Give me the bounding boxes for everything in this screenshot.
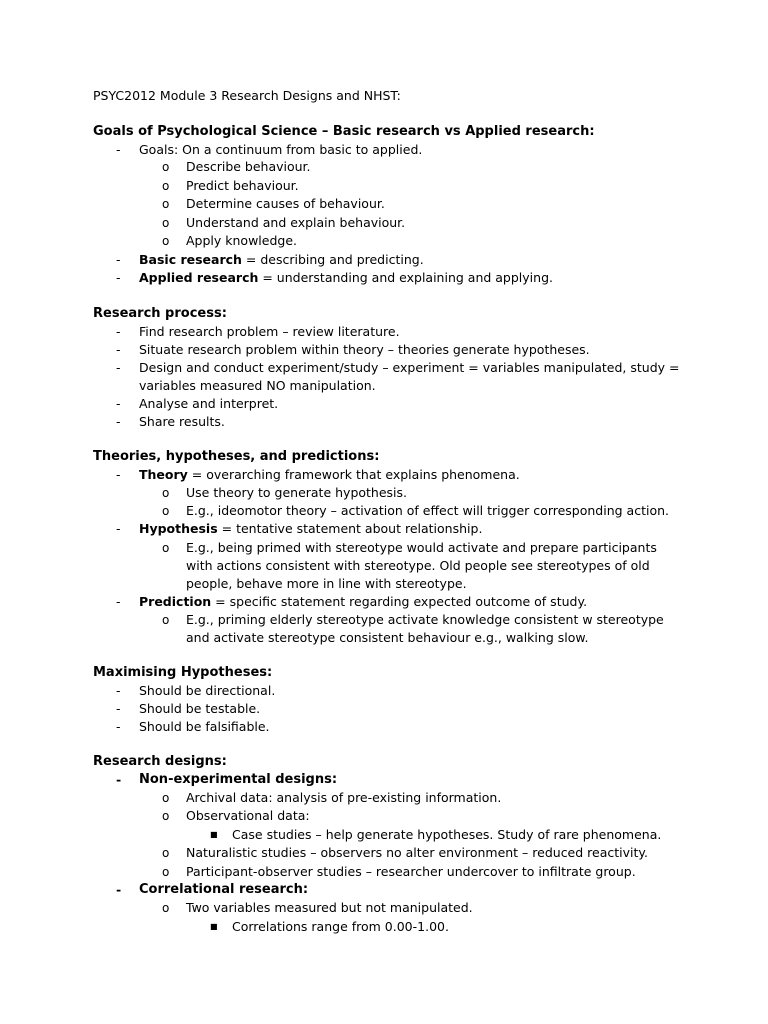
list-item: Situate research problem within theory – theories generate hypotheses. xyxy=(139,342,590,357)
document-title: PSYC2012 Module 3 Research Designs and NHST: xyxy=(93,88,401,103)
dash-bullet: - xyxy=(116,342,121,357)
prediction-def: = specific statement regarding expected outcome of study. xyxy=(211,594,588,609)
dash-bullet: - xyxy=(116,772,122,787)
list-item: Two variables measured but not manipulated. xyxy=(186,900,473,915)
list-item: Apply knowledge. xyxy=(186,233,297,248)
applied-research-term: Applied research xyxy=(139,270,259,285)
list-item: Share results. xyxy=(139,414,225,429)
circle-bullet: o xyxy=(162,846,170,860)
list-item: Analyse and interpret. xyxy=(139,396,279,411)
circle-bullet: o xyxy=(162,179,170,193)
list-item: Should be falsifiable. xyxy=(139,719,270,734)
dash-bullet: - xyxy=(116,594,121,609)
list-item: Case studies – help generate hypotheses. Study of rare phenomena. xyxy=(232,827,662,842)
list-item: Observational data: xyxy=(186,808,310,823)
prediction-term: Prediction xyxy=(139,594,212,609)
list-item: Participant-observer studies – researcher undercover to infiltrate group. xyxy=(186,864,636,879)
circle-bullet: o xyxy=(162,216,170,230)
dash-bullet: - xyxy=(116,701,121,716)
designs-heading: Research designs: xyxy=(93,754,227,769)
goals-intro: Goals: On a continuum from basic to applied. xyxy=(139,142,423,157)
dash-bullet: - xyxy=(116,270,121,285)
circle-bullet: o xyxy=(162,486,170,500)
list-item: Correlations range from 0.00-1.00. xyxy=(232,919,449,934)
square-bullet: ■ xyxy=(210,922,218,931)
list-item: Naturalistic studies – observers no alter environment – reduced reactivity. xyxy=(186,845,648,860)
dash-bullet: - xyxy=(116,521,121,536)
list-item: E.g., being primed with stereotype would activate and prepare participants xyxy=(186,540,657,555)
goals-heading: Goals of Psychological Science – Basic research vs Applied research: xyxy=(93,124,595,139)
hypothesis-def: = tentative statement about relationship. xyxy=(217,521,483,536)
dash-bullet: - xyxy=(116,252,121,267)
list-item: E.g., ideomotor theory – activation of effect will trigger corresponding action. xyxy=(186,503,669,518)
circle-bullet: o xyxy=(162,809,170,823)
list-item: Design and conduct experiment/study – experiment = variables manipulated, study = xyxy=(139,360,680,375)
hypothesis-line xyxy=(139,520,482,538)
list-item: Describe behaviour. xyxy=(186,159,311,174)
circle-bullet: o xyxy=(162,865,170,879)
list-item: Find research problem – review literature. xyxy=(139,324,400,339)
list-item-continuation: people, behave more in line with stereotype. xyxy=(186,576,467,591)
dash-bullet: - xyxy=(116,882,122,897)
theory-term: Theory xyxy=(139,467,188,482)
hypothesis-term: Hypothesis xyxy=(139,521,218,536)
circle-bullet: o xyxy=(162,160,170,174)
list-item-continuation: variables measured NO manipulation. xyxy=(139,378,376,393)
list-item: Predict behaviour. xyxy=(186,178,299,193)
square-bullet: ■ xyxy=(210,830,218,839)
list-item: E.g., priming elderly stereotype activate knowledge consistent w stereotype xyxy=(186,612,664,627)
dash-bullet: - xyxy=(116,414,121,429)
list-item: Determine causes of behaviour. xyxy=(186,196,385,211)
circle-bullet: o xyxy=(162,791,170,805)
circle-bullet: o xyxy=(162,197,170,211)
list-item-continuation: with actions consistent with stereotype. Old people see stereotypes of old xyxy=(186,558,650,573)
nonexp-heading: Non-experimental designs: xyxy=(139,772,338,787)
circle-bullet: o xyxy=(162,234,170,248)
dash-bullet: - xyxy=(116,683,121,698)
list-item-continuation: and activate stereotype consistent behaviour e.g., walking slow. xyxy=(186,630,589,645)
dash-bullet: - xyxy=(116,396,121,411)
circle-bullet: o xyxy=(162,541,170,555)
dash-bullet: - xyxy=(116,467,121,482)
theories-heading: Theories, hypotheses, and predictions: xyxy=(93,449,380,464)
dash-bullet: - xyxy=(116,360,121,375)
dash-bullet: - xyxy=(116,142,121,157)
prediction-line xyxy=(139,593,587,611)
basic-research-def: = describing and predicting. xyxy=(241,252,424,267)
list-item: Should be testable. xyxy=(139,701,261,716)
list-item: Understand and explain behaviour. xyxy=(186,215,406,230)
circle-bullet: o xyxy=(162,901,170,915)
list-item: Use theory to generate hypothesis. xyxy=(186,485,408,500)
circle-bullet: o xyxy=(162,504,170,518)
basic-research-line xyxy=(139,251,424,269)
correlational-heading: Correlational research: xyxy=(139,882,309,897)
theory-def: = overarching framework that explains phenomena. xyxy=(187,467,520,482)
maximising-heading: Maximising Hypotheses: xyxy=(93,665,273,680)
basic-research-term: Basic research xyxy=(139,252,242,267)
applied-research-line xyxy=(139,269,553,287)
theory-line xyxy=(139,466,520,484)
list-item: Archival data: analysis of pre-existing information. xyxy=(186,790,502,805)
list-item: Should be directional. xyxy=(139,683,276,698)
dash-bullet: - xyxy=(116,324,121,339)
circle-bullet: o xyxy=(162,613,170,627)
process-heading: Research process: xyxy=(93,306,227,321)
dash-bullet: - xyxy=(116,719,121,734)
applied-research-def: = understanding and explaining and applying. xyxy=(258,270,553,285)
